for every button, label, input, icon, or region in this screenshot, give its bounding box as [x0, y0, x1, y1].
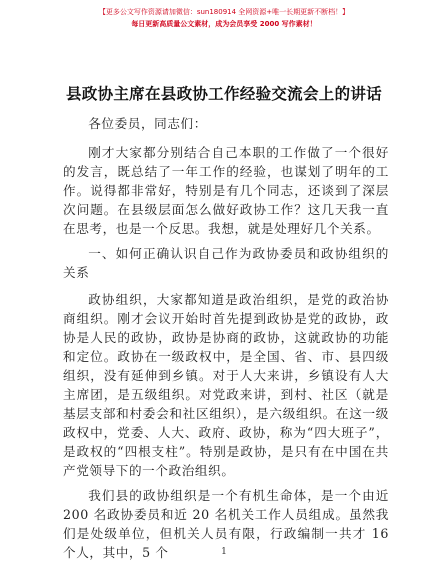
greeting: 各位委员，同志们：	[88, 116, 207, 131]
paragraph-body-2: 我们县的政协组织是一个有机生命体，是一个由近 200 名政协委员和近 20 名机关工作人员组成。虽然我们是处级单位，但机关人员有限，行政编制一共才 16 个人，其中，5 个	[63, 488, 389, 560]
section-heading-1: 一、如何正确认识自己作为政协委员和政协组织的关系	[63, 246, 389, 280]
paragraph-body-1: 政协组织，大家都知道是政治组织，是党的政治协商组织。刚才会议开始时首先提到政协是党的政协，政协是人民的政协，政协是协商的政协，这就政协的功能和定位。政协在一级政权中，是全国、省、市、县四级组织，没有延伸到乡镇。对于人大来讲，乡镇设有人大主席团，是五级组织。对党政来讲，到村、社区（就是基层支部和村委会和社区组织），是六级组织。在这一级政权中，党委、人大、政府、政协，称为“四大班子”，是政权的“四根支柱”。特别是政协，是只有在中国在共产党领导下的一个政治组织。	[63, 292, 389, 478]
paragraph-intro: 刚才大家都分别结合自己本职的工作做了一个很好的发言，既总结了一年工作的经验，也谋划了明年的工作。说得都非常好，特别是有几个同志，还谈到了深层次问题。在县级层面怎么做好政协工作？这几天我一直在思考，也是一个反思。我想，就是处理好几个关系。	[63, 145, 389, 236]
document-body	[63, 114, 389, 568]
promo-banner	[0, 6, 448, 30]
document-title: 县政协主席在县政协工作经验交流会上的讲话	[65, 85, 382, 103]
promo-banner-line1: 【更多公文写作资源请加微信：sun180914 全网资源+唯一长期更新不断档！】	[98, 8, 350, 16]
promo-banner-line2: 每日更新高质量公文素材，成为会员享受 2000 写作素材！	[131, 20, 317, 28]
page-number: 1	[221, 547, 227, 557]
